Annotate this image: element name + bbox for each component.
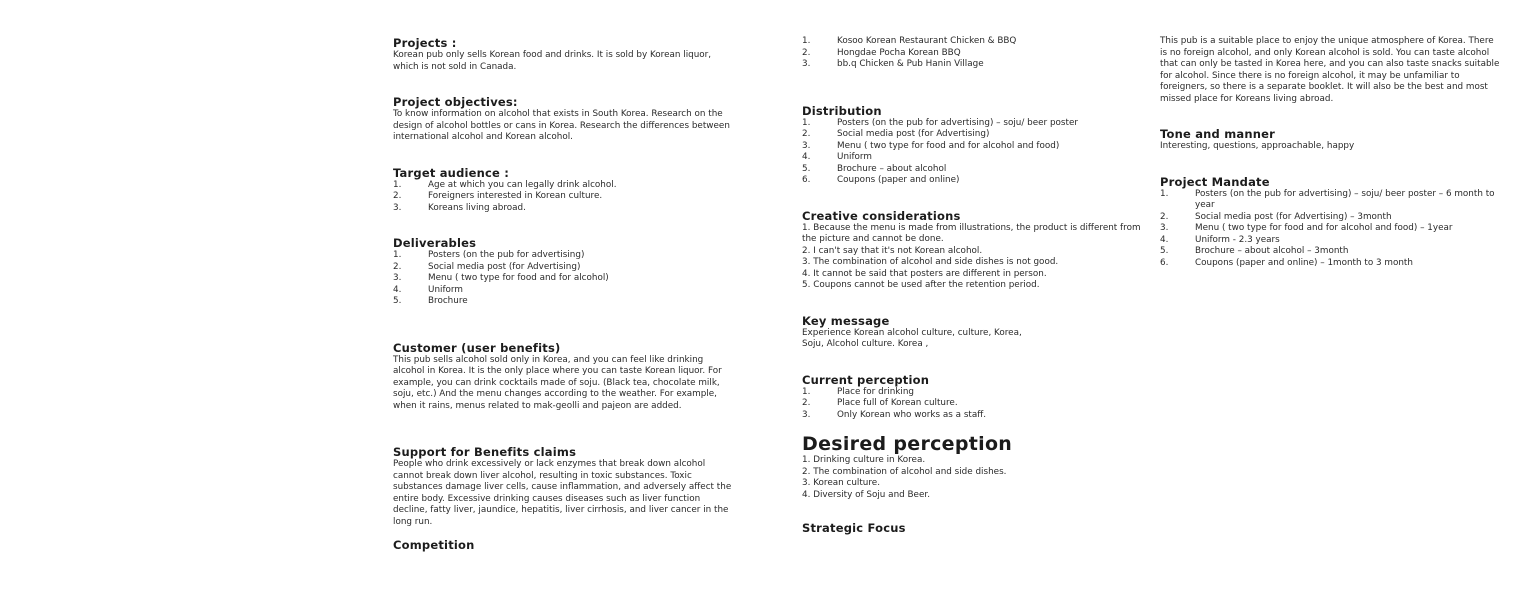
creative-line: 1. Because the menu is made from illustrations, the product is different from the picture and cannot be done. — [802, 222, 1141, 244]
list-item: 3. Only Korean who works as a staff. — [802, 409, 987, 420]
tone-heading: Tone and manner — [1160, 127, 1275, 141]
desired-line: 4. Diversity of Soju and Beer. — [802, 489, 930, 500]
desired-line: 3. Korean culture. — [802, 478, 881, 488]
list-item: 2. Hongdae Pocha Korean BBQ — [802, 47, 961, 58]
customer-heading: Customer (user benefits) — [393, 340, 561, 355]
list-item: 3. bb.q Chicken & Pub Hanin Village — [802, 59, 984, 69]
support-body: People who drink excessively or lack enzymes that break down alcohol cannot break down liver alcohol, resulting in toxic substances. Toxic substances damage liver cells, cause inflammation, and adversely affect the entire body. Excessive drinking causes diseases such as liver function decline, fatty liver, jaundice, hepatitis, liver cirrhosis, and liver cancer in the long run. — [393, 459, 732, 527]
list-item: 1. Age at which you can legally drink alcohol. — [393, 179, 617, 190]
deliverables-list — [393, 250, 733, 308]
tone-section — [1160, 127, 1500, 153]
customer-body: This pub sells alcohol sold only in Korea, and you can feel like drinking alcohol in Korea. It is the only place where you can taste Korean liquor. For example, you can drink cocktails made of soju. (Black tea, chocolate milk, soju, etc.) And the menu changes according to the weather. For example, when it rains, menus related to mak-geolli and pajeon are added. — [393, 354, 722, 411]
list-item: 1. Place for drinking — [802, 386, 914, 397]
list-item: 1. Posters (on the pub for advertising) – soju/ beer poster — [802, 117, 1078, 128]
column-left — [393, 36, 733, 552]
list-item: 4. Uniform — [393, 284, 463, 295]
mandate-section — [1160, 175, 1500, 270]
objectives-heading: Project objectives: — [393, 95, 518, 109]
projects-heading: Projects : — [393, 36, 457, 50]
strategic-focus-section — [802, 521, 1152, 535]
list-item: 1. Kosoo Korean Restaurant Chicken & BBQ — [802, 36, 1017, 46]
list-item: 3. Koreans living abroad. — [393, 202, 526, 213]
competitor-list — [802, 36, 1152, 71]
current-perception-section — [802, 373, 1152, 422]
target-heading: Target audience : — [393, 165, 510, 180]
distribution-section — [802, 104, 1152, 187]
customer-section — [393, 341, 733, 413]
competition-heading: Competition — [393, 538, 475, 552]
list-item: 2. Social media post (for Advertising) — [802, 129, 990, 139]
creative-section — [802, 209, 1152, 292]
list-item: 6. Coupons (paper and online) – 1month to 3 month — [1160, 257, 1413, 268]
list-item: 2. Social media post (for Advertising) — [393, 261, 581, 272]
creative-line: 3. The combination of alcohol and side dishes is not good. — [802, 257, 1059, 267]
list-item: 3. Menu ( two type for food and for alcohol and food) — [802, 140, 1060, 151]
support-heading: Support for Benefits claims — [393, 445, 577, 459]
objectives-body: To know information on alcohol that exists in South Korea. Research on the design of alcohol bottles or cans in Korea. Research the differences between international alcohol and Korean alcohol. — [393, 109, 730, 142]
creative-line: 2. I can't say that it's not Korean alcohol. — [802, 245, 983, 256]
creative-heading: Creative considerations — [802, 208, 961, 223]
list-item: 5. Brochure – about alcohol – 3month — [1160, 246, 1349, 256]
target-section — [393, 166, 733, 215]
strategic-focus-heading: Strategic Focus — [802, 521, 906, 535]
list-item: 4. Uniform — [802, 152, 872, 162]
desired-line: 1. Drinking culture in Korea. — [802, 455, 926, 465]
competition-section — [393, 538, 733, 552]
key-message-body: Experience Korean alcohol culture, culture, Korea, Soju, Alcohol culture. Korea , — [802, 327, 1022, 349]
objectives-section — [393, 95, 733, 144]
intro-body: This pub is a suitable place to enjoy the unique atmosphere of Korea. There is no foreign alcohol, and only Korean alcohol is sold. You can taste alcohol that can only be tasted in Korea here, and you can also taste snacks suitable for alcohol. Since there is no foreign alcohol, it may be unfamiliar to foreigners, so there is a separate booklet. It will also be the best and most missed place for Koreans living abroad. — [1160, 36, 1500, 104]
list-item: 2. Place full of Korean culture. — [802, 398, 958, 408]
list-item: 4. Uniform - 2.3 years — [1160, 234, 1280, 245]
distribution-heading: Distribution — [802, 103, 882, 118]
creative-line: 4. It cannot be said that posters are different in person. — [802, 268, 1047, 279]
target-list — [393, 180, 733, 215]
creative-line: 5. Coupons cannot be used after the retention period. — [802, 280, 1040, 290]
distribution-list — [802, 118, 1152, 187]
list-item: 3. Menu ( two type for food and for alcohol and food) – 1year — [1160, 223, 1453, 233]
column-right — [1160, 36, 1500, 269]
mandate-list — [1160, 189, 1500, 270]
list-item: 5. Brochure – about alcohol — [802, 163, 947, 174]
desired-perception-section — [802, 433, 1152, 501]
key-message-heading: Key message — [802, 313, 890, 328]
current-perception-heading: Current perception — [802, 372, 930, 387]
list-item: 1. Posters (on the pub for advertising) – soju/ beer poster – 6 month to year — [1160, 188, 1495, 210]
support-section — [393, 445, 733, 528]
desired-line: 2. The combination of alcohol and side dishes. — [802, 466, 1007, 477]
mandate-heading: Project Mandate — [1160, 174, 1270, 189]
list-item: 3. Menu ( two type for food and for alcohol) — [393, 273, 609, 283]
list-item: 2. Foreigners interested in Korean culture. — [393, 191, 603, 201]
list-item: 5. Brochure — [393, 296, 468, 306]
list-item: 6. Coupons (paper and online) — [802, 175, 960, 185]
projects-section — [393, 36, 733, 73]
projects-body: Korean pub only sells Korean food and drinks. It is sold by Korean liquor, which is not sold in Canada. — [393, 50, 712, 72]
list-item: 2. Social media post (for Advertising) – 3month — [1160, 211, 1392, 222]
list-item: 1. Posters (on the pub for advertising) — [393, 250, 585, 260]
key-message-section — [802, 314, 1027, 351]
current-perception-list — [802, 387, 1152, 422]
column-middle — [802, 36, 1152, 535]
tone-body: Interesting, questions, approachable, happy — [1160, 141, 1355, 151]
deliverables-section — [393, 236, 733, 308]
deliverables-heading: Deliverables — [393, 236, 477, 250]
desired-perception-heading: Desired perception — [802, 433, 1013, 455]
